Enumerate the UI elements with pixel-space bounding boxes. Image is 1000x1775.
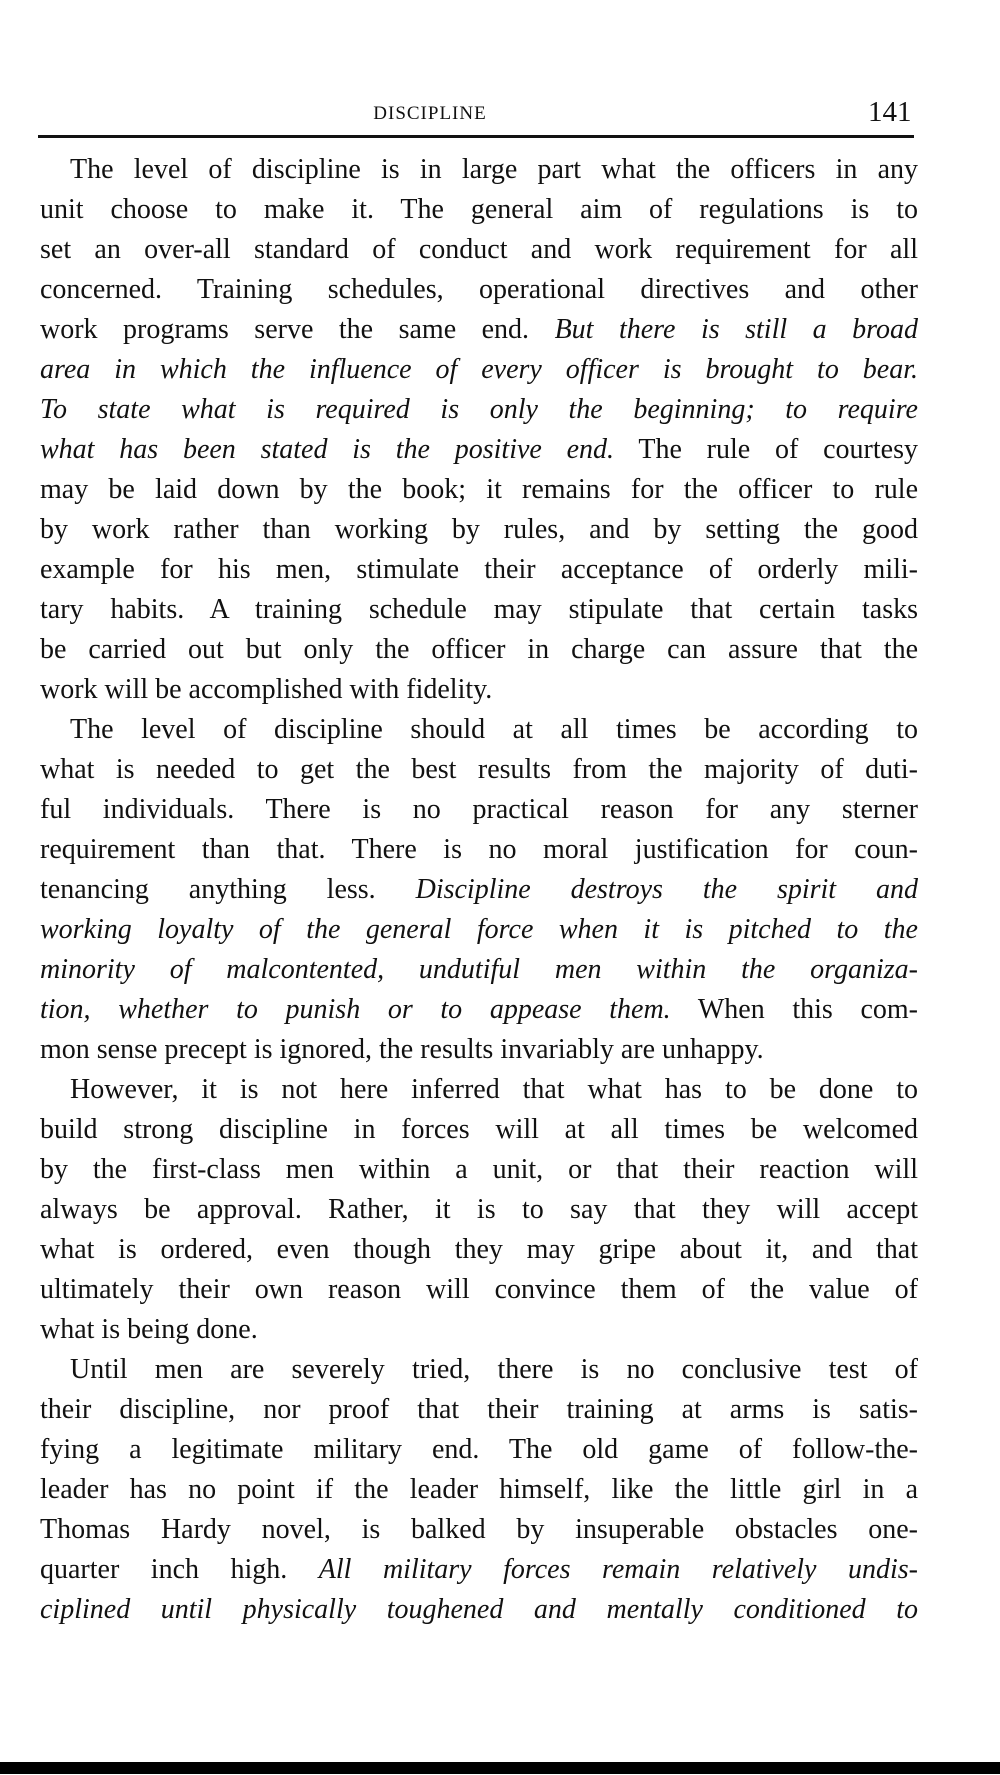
text-segment: set an over-all standard of conduct and work requirement for all (40, 234, 918, 265)
text-line (40, 1310, 918, 1350)
text-segment: example for his men, stimulate their acceptance of orderly mili- (40, 554, 918, 585)
text-segment: be carried out but only the officer in charge can assure that the (40, 634, 918, 665)
text-segment: what is being done. (40, 1314, 258, 1345)
text-line (40, 790, 918, 830)
scan-edge-bar (0, 1762, 1000, 1774)
paragraph (40, 150, 918, 710)
italic-text: ciplined until physically toughened and mentally conditioned to (40, 1594, 918, 1625)
text-line (40, 1150, 918, 1190)
text-segment: may be laid down by the book; it remains for the officer to rule (40, 474, 918, 505)
italic-text: All military forces remain relatively undis- (318, 1554, 918, 1585)
text-segment: When this com- (670, 994, 918, 1025)
text-line (40, 750, 918, 790)
text-segment: tary habits. A training schedule may stipulate that certain tasks (40, 594, 918, 625)
text-line (40, 670, 918, 710)
text-line (40, 430, 918, 470)
text-segment: Thomas Hardy novel, is balked by insuperable obstacles one- (40, 1514, 918, 1545)
italic-text: minority of malcontented, undutiful men within the organiza- (40, 954, 918, 985)
text-line (40, 190, 918, 230)
text-segment: fying a legitimate military end. The old game of follow-the- (40, 1434, 918, 1465)
paragraph (40, 710, 918, 1070)
text-segment: requirement than that. There is no moral justification for coun- (40, 834, 918, 865)
paragraph (40, 1350, 918, 1630)
text-line (40, 1550, 918, 1590)
text-line (40, 990, 918, 1030)
text-line (40, 870, 918, 910)
text-segment: The level of discipline should at all times be according to (70, 714, 918, 745)
italic-text: To state what is required is only the beginning; to require (40, 394, 918, 425)
text-line (40, 390, 918, 430)
text-line (40, 350, 918, 390)
text-segment: Until men are severely tried, there is no conclusive test of (70, 1354, 918, 1385)
text-line (40, 1590, 918, 1630)
text-line (40, 1390, 918, 1430)
text-segment: work programs serve the same end. (40, 314, 555, 345)
italic-text: tion, whether to punish or to appease them. (40, 994, 671, 1025)
running-title: DISCIPLINE (373, 103, 487, 124)
text-line (40, 550, 918, 590)
text-line (40, 1030, 918, 1070)
text-line (40, 1510, 918, 1550)
text-segment: their discipline, nor proof that their training at arms is satis- (40, 1394, 918, 1425)
text-segment: mon sense precept is ignored, the results invariably are unhappy. (40, 1034, 764, 1065)
text-line (40, 1070, 918, 1110)
italic-text: Discipline destroys the spirit and (415, 874, 918, 905)
text-segment: always be approval. Rather, it is to say that they will accept (40, 1194, 918, 1225)
text-line (40, 270, 918, 310)
text-line (40, 310, 918, 350)
text-line (40, 710, 918, 750)
italic-text: what has been stated is the positive end. (40, 434, 615, 465)
text-line (40, 1350, 918, 1390)
text-segment: tenancing anything less. (40, 874, 416, 905)
italic-text: But there is still a broad (554, 314, 918, 345)
text-line (40, 1110, 918, 1150)
text-line (40, 830, 918, 870)
text-segment: leader has no point if the leader himself, like the little girl in a (40, 1474, 918, 1505)
text-line (40, 150, 918, 190)
header-rule (38, 135, 914, 138)
italic-text: working loyalty of the general force when it is pitched to the (40, 914, 918, 945)
text-line (40, 590, 918, 630)
text-segment: ultimately their own reason will convince them of the value of (40, 1274, 918, 1305)
text-line (40, 1430, 918, 1470)
body-text (40, 150, 918, 1630)
italic-text: area in which the influence of every officer is brought to bear. (40, 354, 918, 385)
text-line (40, 1270, 918, 1310)
text-line (40, 510, 918, 550)
paragraph (40, 1070, 918, 1350)
page-number: 141 (868, 96, 912, 128)
text-segment: The level of discipline is in large part what the officers in any (70, 154, 918, 185)
text-segment: by work rather than working by rules, and by setting the good (40, 514, 918, 545)
text-segment: work will be accomplished with fidelity. (40, 674, 493, 705)
text-segment: build strong discipline in forces will at all times be welcomed (40, 1114, 918, 1145)
text-segment: what is ordered, even though they may gripe about it, and that (40, 1234, 918, 1265)
text-segment: unit choose to make it. The general aim of regulations is to (40, 194, 918, 225)
text-line (40, 230, 918, 270)
text-segment: ful individuals. There is no practical reason for any sterner (40, 794, 918, 825)
text-line (40, 950, 918, 990)
text-segment: The rule of courtesy (614, 434, 918, 465)
text-line (40, 910, 918, 950)
text-line (40, 1470, 918, 1510)
text-segment: what is needed to get the best results from the majority of duti- (40, 754, 918, 785)
text-line (40, 1230, 918, 1270)
text-line (40, 1190, 918, 1230)
text-segment: However, it is not here inferred that what has to be done to (70, 1074, 918, 1105)
text-segment: concerned. Training schedules, operational directives and other (40, 274, 918, 305)
text-line (40, 470, 918, 510)
text-line (40, 630, 918, 670)
text-segment: by the first-class men within a unit, or that their reaction will (40, 1154, 918, 1185)
text-segment: quarter inch high. (40, 1554, 319, 1585)
